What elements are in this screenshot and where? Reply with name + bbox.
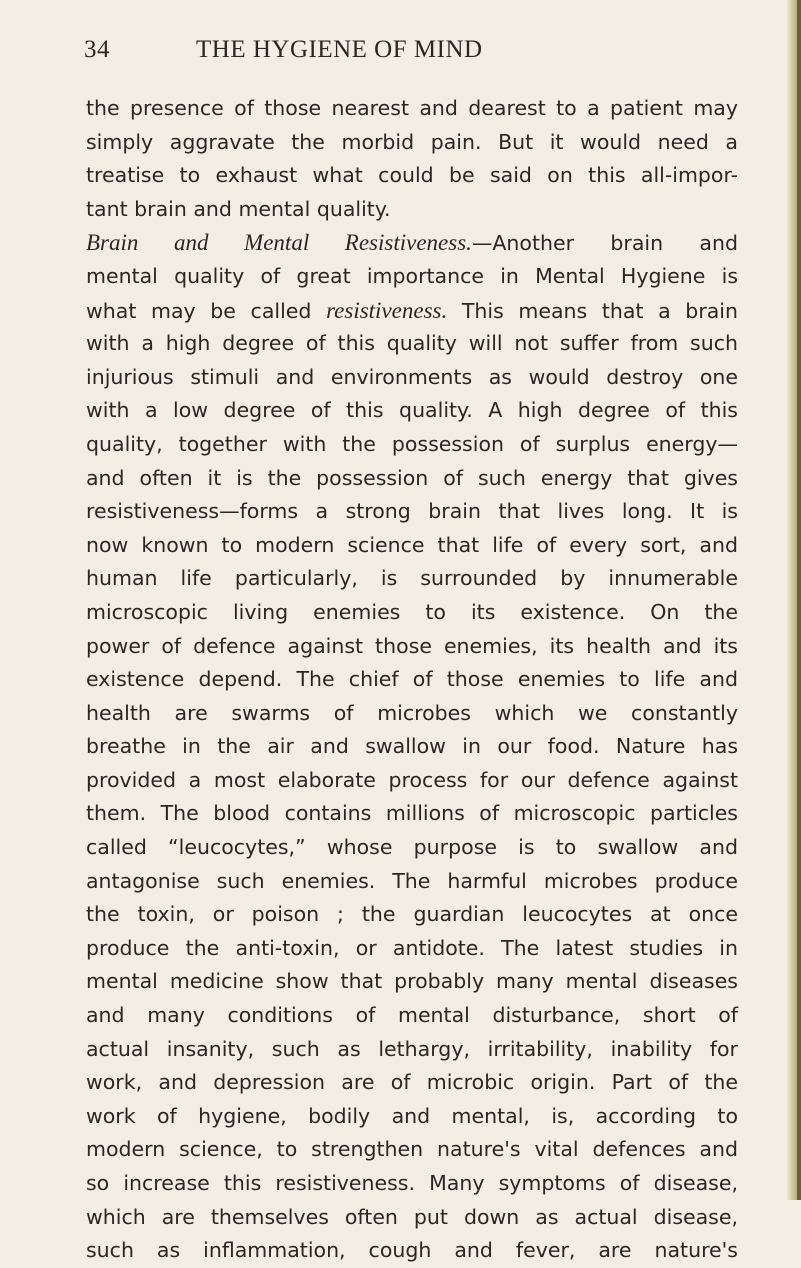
text-line: mental quality of great importance in Mental Hygiene is [86, 263, 738, 288]
page-header [84, 36, 724, 72]
text-line: microscopic living enemies to its existence. On the [86, 599, 738, 624]
page-number: 34 [84, 36, 110, 63]
text-line: them. The blood contains millions of microscopic particles [86, 801, 738, 826]
text-line: the toxin, or poison ; the guardian leucocytes at once [86, 902, 738, 927]
text-line: so increase this resistiveness. Many symptoms of disease, [86, 1171, 738, 1195]
text-line: mental medicine show that probably many mental diseases [86, 969, 738, 994]
text-line: resistiveness—forms a strong brain that lives long. It is [86, 499, 738, 524]
running-title: THE HYGIENE OF MIND [196, 36, 483, 63]
text-line: tant brain and mental quality. [86, 196, 391, 221]
emphasis: resistiveness. [326, 297, 448, 323]
text-line: antagonise such enemies. The harmful microbes produce [86, 868, 738, 893]
body-text [86, 92, 738, 1268]
text-line: modern science, to strengthen nature's vital defences and [86, 1137, 738, 1162]
text-line: with a high degree of this quality will not suffer from such [86, 331, 738, 356]
text-line: work of hygiene, bodily and mental, is, according to [86, 1103, 738, 1128]
text-line: and many conditions of mental disturbance, short of [86, 1003, 738, 1028]
text-line: which are themselves often put down as actual disease, [86, 1204, 738, 1229]
text-line: the presence of those nearest and dearest to a patient may [86, 96, 738, 120]
text-line: and often it is the possession of such energy that gives [86, 465, 738, 490]
text-line: breathe in the air and swallow in our food. Nature has [86, 734, 738, 759]
text-line: simply aggravate the morbid pain. But it would need a [86, 129, 738, 154]
section-heading-line: Brain and Mental Resistiveness.—Another brain and [86, 230, 738, 256]
text-line: now known to modern science that life of every sort, and [86, 532, 738, 557]
text-line: power of defence against those enemies, its health and its [86, 633, 738, 658]
text-line: actual insanity, such as lethargy, irritability, inability for [86, 1036, 738, 1061]
text-line: provided a most elaborate process for our defence against [86, 767, 738, 792]
text-line: what may be called resistiveness. This means that a brain [86, 297, 739, 323]
section-heading: Brain and Mental Resistiveness. [86, 230, 472, 256]
text-line: work, and depression are of microbic origin. Part of the [86, 1070, 738, 1095]
text-line: such as inflammation, cough and fever, are nature's [86, 1238, 738, 1263]
text-line: treatise to exhaust what could be said on this all-impor- [86, 163, 738, 188]
text-line: quality, together with the possession of surplus energy— [86, 431, 738, 456]
text-line: health are swarms of microbes which we constantly [86, 700, 738, 725]
text-line: with a low degree of this quality. A high degree of this [86, 398, 738, 423]
text-line: human life particularly, is surrounded by innumerable [86, 566, 738, 591]
page-edge-shadow [797, 0, 801, 1200]
text-line: produce the anti-toxin, or antidote. The latest studies in [86, 935, 738, 960]
text-line: called “leucocytes,” whose purpose is to swallow and [86, 835, 738, 860]
text-line: injurious stimuli and environments as would destroy one [86, 364, 738, 389]
text-line: existence depend. The chief of those enemies to life and [86, 667, 738, 692]
